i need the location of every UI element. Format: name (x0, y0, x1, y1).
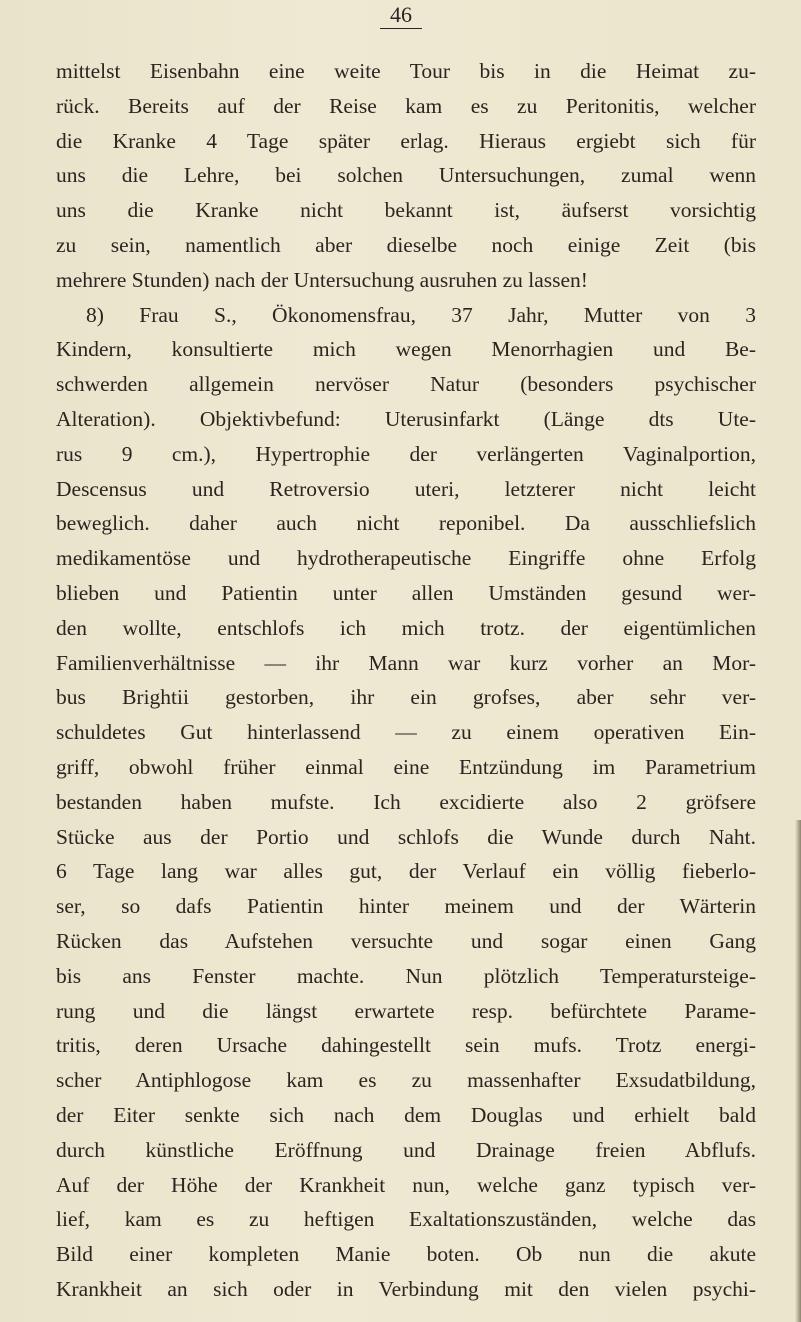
text-line: Rücken das Aufstehen versuchte und sogar einen Gang (56, 928, 756, 953)
text-line: Alteration). Objektivbefund: Uterusinfarkt (Länge dts Ute- (56, 406, 756, 431)
text-line: zu sein, namentlich aber dieselbe noch einige Zeit (bis (56, 232, 756, 257)
text-line: bestanden haben mufste. Ich excidierte also 2 gröfsere (56, 789, 756, 814)
text-line: 8) Frau S., Ökonomensfrau, 37 Jahr, Mutter von 3 (86, 302, 756, 327)
text-line: beweglich. daher auch nicht reponibel. Da ausschliefslich (56, 511, 756, 536)
text-line: durch künstliche Eröffnung und Drainage freien Abflufs. (56, 1137, 756, 1162)
text-line: uns die Kranke nicht bekannt ist, äufserst vorsichtig (56, 198, 756, 223)
text-line: 6 Tage lang war alles gut, der Verlauf ein völlig fieberlo- (56, 859, 756, 884)
text-line: rück. Bereits auf der Reise kam es zu Peritonitis, welcher (56, 93, 756, 118)
text-line: Descensus und Retroversio uteri, letzterer nicht leicht (56, 476, 756, 501)
text-line: lief, kam es zu heftigen Exaltationszuständen, welche das (56, 1207, 756, 1232)
text-line: mittelst Eisenbahn eine weite Tour bis in die Heimat zu- (56, 59, 756, 83)
body-text (56, 54, 756, 1307)
page-number: 46 (380, 2, 422, 29)
text-line: scher Antiphlogose kam es zu massenhafter Exsudatbildung, (56, 1068, 756, 1093)
text-line: Auf der Höhe der Krankheit nun, welche ganz typisch ver- (56, 1172, 756, 1197)
text-line: Stücke aus der Portio und schlofs die Wunde durch Naht. (56, 824, 756, 849)
text-line: bus Brightii gestorben, ihr ein grofses, aber sehr ver- (56, 685, 756, 710)
text-line: medikamentöse und hydrotherapeutische Eingriffe ohne Erfolg (56, 546, 756, 571)
text-line: schwerden allgemein nervöser Natur (besonders psychischer (56, 372, 756, 397)
text-line: den wollte, entschlofs ich mich trotz. der eigentümlichen (56, 615, 756, 640)
text-line: blieben und Patientin unter allen Umständen gesund wer- (56, 580, 756, 605)
text-line: mehrere Stunden) nach der Untersuchung ausruhen zu lassen! (56, 267, 588, 292)
text-line: bis ans Fenster machte. Nun plötzlich Temperatursteige- (56, 963, 756, 988)
text-line: uns die Lehre, bei solchen Untersuchungen, zumal wenn (56, 163, 756, 188)
text-line: Kindern, konsultierte mich wegen Menorrhagien und Be- (56, 337, 756, 362)
page-edge-shadow (795, 820, 801, 1322)
text-line: die Kranke 4 Tage später erlag. Hieraus ergiebt sich für (56, 128, 756, 153)
text-line: Bild einer kompleten Manie boten. Ob nun die akute (56, 1242, 756, 1267)
text-line: Familienverhältnisse — ihr Mann war kurz vorher an Mor- (56, 650, 756, 675)
text-line: der Eiter senkte sich nach dem Douglas und erhielt bald (56, 1102, 756, 1127)
text-line: ser, so dafs Patientin hinter meinem und der Wärterin (56, 894, 756, 919)
text-line: tritis, deren Ursache dahingestellt sein mufs. Trotz energi- (56, 1033, 756, 1058)
text-line: rus 9 cm.), Hypertrophie der verlängerten Vaginalportion, (56, 441, 756, 466)
text-line: rung und die längst erwartete resp. befürchtete Parame- (56, 998, 756, 1023)
text-line: schuldetes Gut hinterlassend — zu einem operativen Ein- (56, 720, 756, 745)
text-line: griff, obwohl früher einmal eine Entzündung im Parametrium (56, 754, 756, 779)
text-line: Krankheit an sich oder in Verbindung mit den vielen psychi- (56, 1276, 756, 1301)
